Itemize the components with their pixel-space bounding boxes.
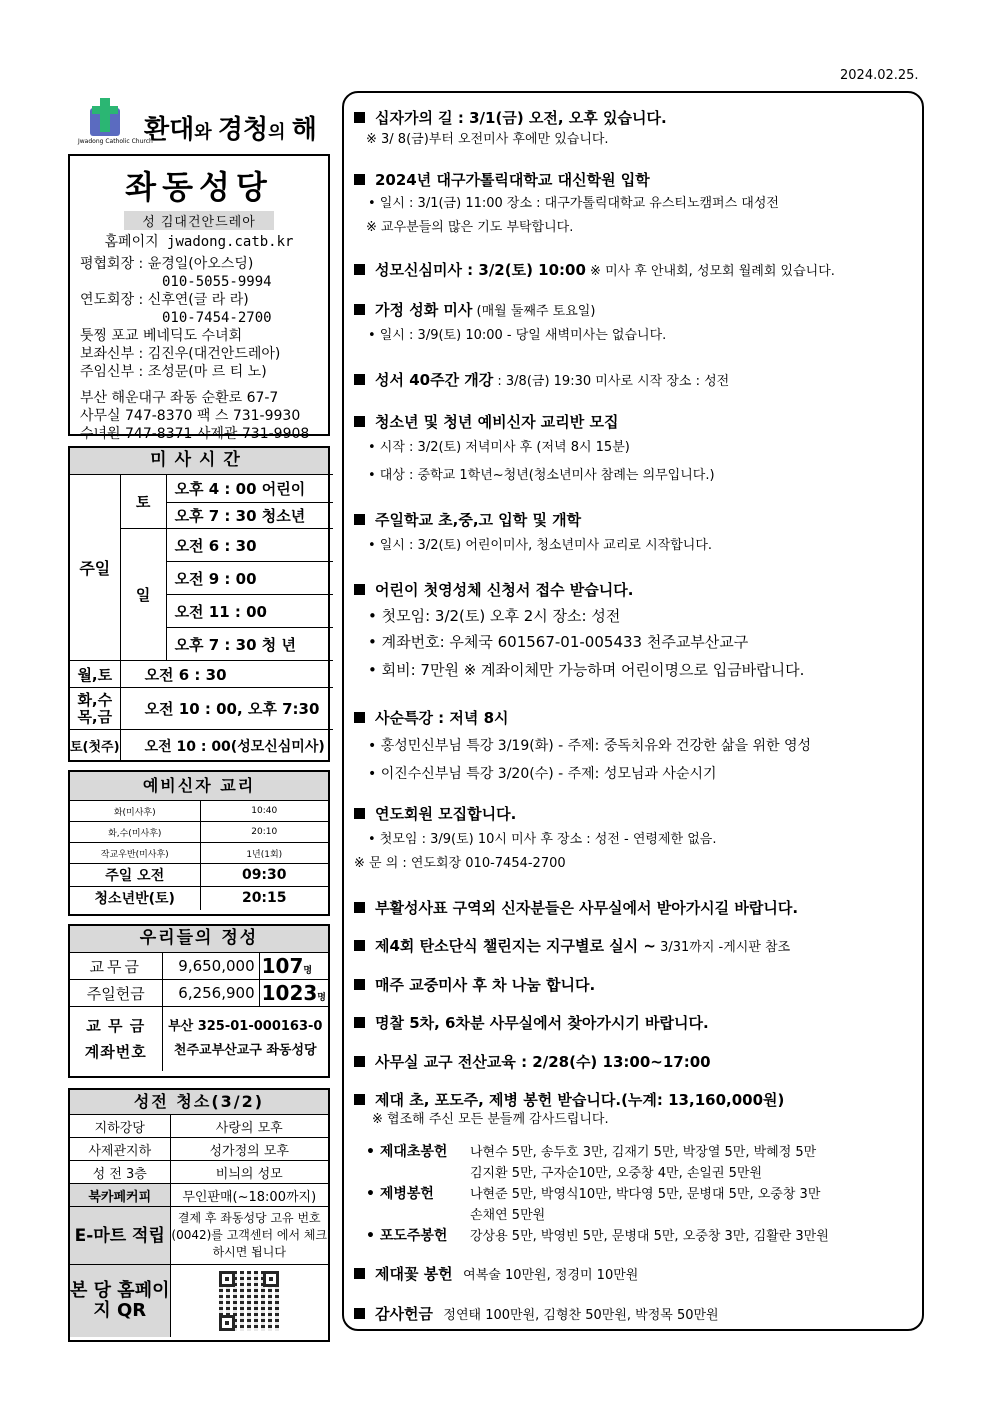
saturday-label: 토 <box>120 475 166 529</box>
offering-table <box>68 924 330 1078</box>
qr-cell <box>170 1265 328 1337</box>
announcement: 청소년 및 청년 예비신자 교리반 모집 • 시작 : 3/2(토) 저녁미사 후 (저녁 8시 15분) • 대상 : 중학교 1학년~청년(청소년미사 참례는 의무입니다.) <box>354 411 715 488</box>
offering-count: 1023명 <box>259 980 328 1007</box>
class-time: 20:10 <box>200 822 328 843</box>
council-president-phone: 010-5055-9994 <box>162 274 272 290</box>
cleaning-group: 성가정의 모후 <box>170 1138 328 1161</box>
class-day: 청소년반(토) <box>70 887 200 910</box>
logo-header <box>68 95 330 150</box>
mass-times-title: 미사시간 <box>70 448 328 474</box>
announcement: 사무실 교구 전산교육 : 2/28(수) 13:00~17:00 <box>354 1051 711 1072</box>
weekday-time: 오전 10 : 00, 오후 7:30 <box>120 688 333 730</box>
announcement: 성서 40주간 개강 : 3/8(금) 19:30 미사로 시작 장소 : 성전 <box>354 369 729 390</box>
announcement: 사순특강 : 저녁 8시 • 홍성민신부님 특강 3/19(화) - 주제: 중독치유와 건강한 삶을 위한 영성 • 이진수신부님 특강 3/20(수) - 주제: 성모님과 사순시기 <box>354 707 811 786</box>
weekday-label: 토(첫주) <box>70 730 120 762</box>
homepage-link[interactable]: 홈페이지 jwadong.catb.kr <box>104 234 294 250</box>
cleaning-title: 성전 청소(3/2) <box>70 1090 328 1114</box>
donation-list: • 제대초봉헌 나현수 5만, 송두호 3만, 김재기 5만, 박장열 5만, 박혜정 5만 김지환 5만, 구자순10만, 오중창 4만, 손일권 5만원 • 제병봉헌 나현준 5만, 박영식10만, 박다영 5만, 문병대 5만, 오중창 3만 손채연 5만원 • 포도주봉헌 강상용 5만, 박영빈 5만, 문병대 5만, 오중창 3만, 김활란 3만원 <box>366 1144 829 1244</box>
bookcafe-label: 북카페커피 <box>70 1184 170 1207</box>
address: 부산 해운대구 좌동 순환로 67-7 <box>80 390 279 406</box>
convent-phone: 수녀원 747-8371 사제관 731-9908 <box>80 426 310 442</box>
mass-time-row: 오후 7 : 30 청 년 <box>166 628 333 661</box>
pastor: 주임신부 : 조성문(마 르 티 노) <box>80 364 267 380</box>
cleaning-group: 비늬의 성모 <box>170 1161 328 1184</box>
assistant-priest: 보좌신부 : 김진우(대건안드레아) <box>80 346 281 362</box>
emart-label: E-마트 적립 <box>70 1207 170 1265</box>
yeondo-president-phone: 010-7454-2700 <box>162 310 272 326</box>
weekday-label: 화,수 목,금 <box>70 688 120 730</box>
yeondo-president: 연도회장 : 신후연(글 라 라) <box>80 292 249 308</box>
account-label: 교 무 금 계좌번호 <box>70 1007 162 1071</box>
announcement: 제대 초, 포도주, 제병 봉헌 받습니다.(누계: 13,160,000원) ※ 협조해 주신 모든 분들께 감사드립니다. <box>354 1089 784 1130</box>
sisters-order: 툿찡 포교 베네딕도 수녀회 <box>80 328 243 344</box>
announcement: 부활성사표 구역외 신자분들은 사무실에서 받아가시길 바랍니다. <box>354 897 798 918</box>
mass-time-row: 오전 6 : 30 <box>166 529 333 562</box>
announcement: 2024년 대구가톨릭대학교 대신학원 입학 • 일시 : 3/1(금) 11:00 장소 : 대구가톨릭대학교 유스티노캠퍼스 대성전 ※ 교우분들의 많은 기도 부탁합니다. <box>354 169 779 240</box>
parish-name: 좌동성당 <box>125 168 273 206</box>
class-time: 10:40 <box>200 801 328 822</box>
address-block <box>80 389 318 443</box>
weekday-label: 월,토 <box>70 661 120 688</box>
announcement: 매주 교중미사 후 차 나눔 합니다. <box>354 974 595 995</box>
class-day: 작교우반(미사후) <box>70 843 200 864</box>
emart-info: 결제 후 좌동성당 고유 번호(0042)를 고객센터 에서 체크하시면 됩니다 <box>170 1207 328 1265</box>
logo-subtitle: Jwadong Catholic Church <box>78 138 153 145</box>
parish-info-box <box>68 154 330 442</box>
church-logo-icon <box>78 98 153 146</box>
patron-saint: 성 김대건안드레아 <box>124 211 274 230</box>
qr-label: 본 당 홈페이지 QR <box>70 1265 170 1337</box>
cleaning-place: 지하강당 <box>70 1115 170 1138</box>
catechumen-title: 예비신자 교리 <box>70 772 328 800</box>
offering-count: 107명 <box>259 953 328 980</box>
left-column <box>68 95 330 1342</box>
class-day: 화(미사후) <box>70 801 200 822</box>
offering-label: 주일헌금 <box>70 980 162 1007</box>
weekday-time: 오전 10 : 00(성모신심미사) <box>120 730 333 762</box>
office-phone: 사무실 747-8370 팩 스 731-9930 <box>80 408 301 424</box>
mass-time-row: 오전 9 : 00 <box>166 562 333 595</box>
announcement: 십자가의 길 : 3/1(금) 오전, 오후 있습니다. ※ 3/ 8(금)부터 오전미사 후에만 있습니다. <box>354 107 667 152</box>
class-time: 09:30 <box>200 864 328 887</box>
announcement: 연도회원 모집합니다. • 첫모임 : 3/9(토) 10시 미사 후 장소 : 성전 - 연령제한 없음. ※ 문 의 : 연도회장 010-7454-2700 <box>354 805 717 871</box>
year-slogan: 환대와 경청의 해 <box>144 115 317 145</box>
class-time: 20:15 <box>200 887 328 910</box>
offering-label: 교무금 <box>70 953 162 980</box>
offering-title: 우리들의 정성 <box>70 926 328 952</box>
mass-time-row: 오후 7 : 30 청소년 <box>166 503 333 529</box>
offering-amount: 6,256,900 <box>162 980 259 1007</box>
announcement: 제4회 탄소단식 챌린지는 지구별로 실시 ~ 3/31까지 -게시판 참조 <box>354 935 790 956</box>
cleaning-place: 성 전 3층 <box>70 1161 170 1184</box>
announcement: 어린이 첫영성체 신청서 접수 받습니다. • 첫모임: 3/2(토) 오후 2시 장소: 성전 • 계좌번호: 우체국 601567-01-005433 천주교부산교구 • 회비: 7만원 ※ 계좌이체만 가능하며 어린이명으로 입금바랍니다. <box>354 579 804 684</box>
sunday-day-label: 일 <box>120 529 166 661</box>
weekday-time: 오전 6 : 30 <box>120 661 333 688</box>
offering-amount: 9,650,000 <box>162 953 259 980</box>
class-time: 1년(1회) <box>200 843 328 864</box>
qr-code-icon[interactable] <box>219 1271 279 1331</box>
announcement: 주일학교 초,중,고 입학 및 개학 • 일시 : 3/2(토) 어린이미사, 청소년미사 교리로 시작합니다. <box>354 509 712 558</box>
bookcafe-info: 무인판매(~18:00까지) <box>170 1184 328 1207</box>
contact-list <box>80 255 318 381</box>
cleaning-group: 사랑의 모후 <box>170 1115 328 1138</box>
council-president: 평협회장 : 윤경일(아오스딩) <box>80 256 254 272</box>
announcements-panel <box>342 91 924 1331</box>
class-day: 화,수(미사후) <box>70 822 200 843</box>
mass-time-row: 오후 4 : 00 어린이 <box>166 475 333 503</box>
mass-time-row: 오전 11 : 00 <box>166 595 333 628</box>
sunday-label: 주일 <box>70 475 120 661</box>
announcement: 감사헌금 정연태 100만원, 김형찬 50만원, 박정목 50만원 <box>354 1303 719 1324</box>
cleaning-table <box>68 1088 330 1342</box>
announcement: 가정 성화 미사 (매월 둘째주 토요일) • 일시 : 3/9(토) 10:00 - 당일 새벽미사는 없습니다. <box>354 299 666 348</box>
announcement: 제대꽃 봉헌 여복술 10만원, 정경미 10만원 <box>354 1263 638 1284</box>
announcement: 명찰 5차, 6차분 사무실에서 찾아가시기 바랍니다. <box>354 1012 709 1033</box>
mass-times-table <box>68 446 330 762</box>
account-number: 부산 325-01-000163-0 천주교부산교구 좌동성당 <box>162 1007 328 1071</box>
class-day: 주일 오전 <box>70 864 200 887</box>
bulletin-date: 2024.02.25. <box>840 68 919 83</box>
catechumen-table <box>68 770 330 916</box>
cleaning-place: 사제관지하 <box>70 1138 170 1161</box>
announcement: 성모신심미사 : 3/2(토) 10:00 ※ 미사 후 안내회, 성모회 월례회 있습니다. <box>354 259 835 280</box>
